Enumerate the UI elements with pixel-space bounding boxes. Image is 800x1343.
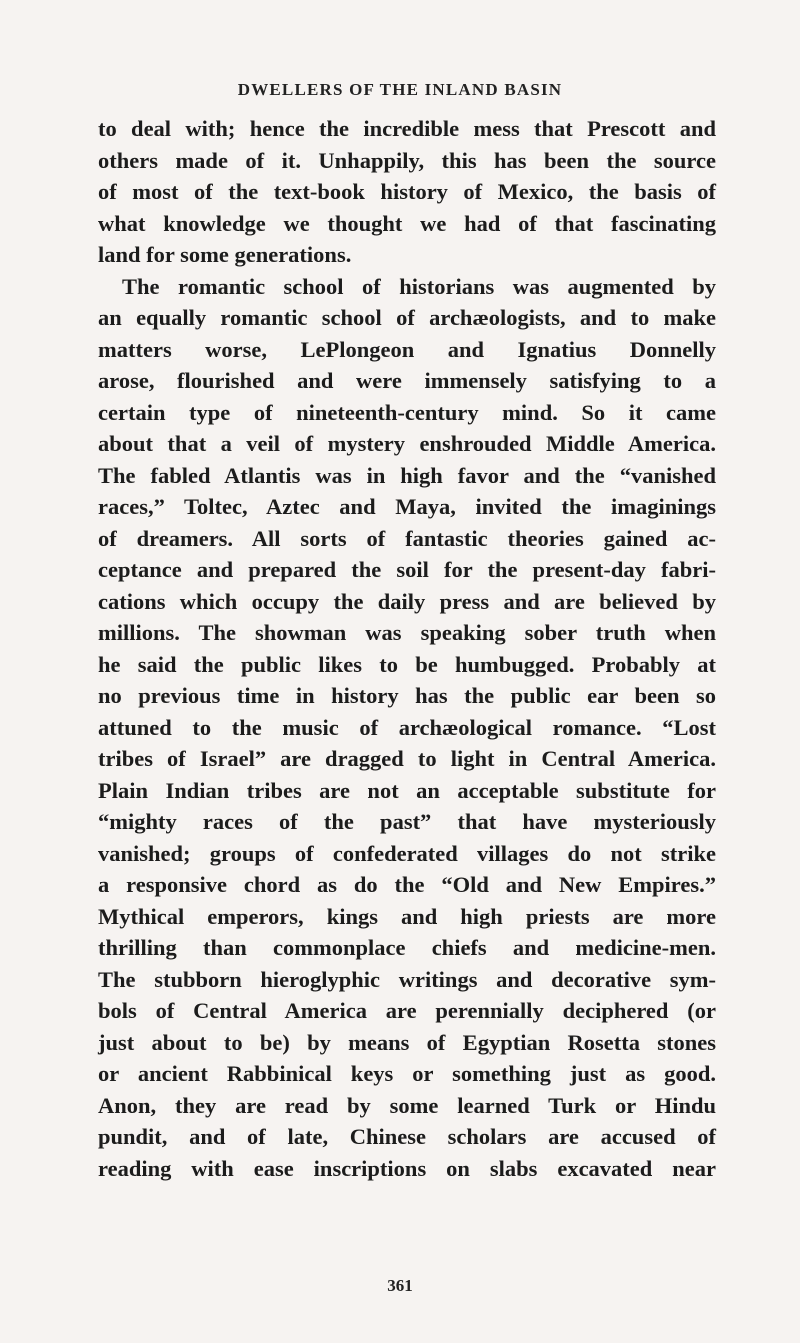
text-line: attuned to the music of archæological romance. “Lost [98,714,716,740]
text-line: others made of it. Unhappily, this has been the source [98,147,716,173]
text-line: of most of the text-book history of Mexico, the basis of [98,179,716,204]
text-line: matters worse, LePlongeon and Ignatius Donnelly [98,336,716,362]
text-line: of dreamers. All sorts of fantastic theories gained ac- [98,525,716,551]
text-line: millions. The showman was speaking sober truth when [98,620,716,645]
text-line: what knowledge we thought we had of that fascinating [98,210,716,236]
text-line: The stubborn hieroglyphic writings and decorative sym- [98,966,716,992]
text-line: arose, flourished and were immensely satisfying to a [98,368,716,393]
body-text [98,113,716,1184]
text-line: certain type of nineteenth-century mind. So it came [98,399,716,425]
page-number: 361 [387,1276,413,1295]
text-line: pundit, and of late, Chinese scholars are accused of [98,1124,716,1149]
text-line: vanished; groups of confederated villages do not strike [98,840,716,866]
text-line: no previous time in history has the public ear been so [98,683,716,708]
text-line: bols of Central America are perennially deciphered (or [98,998,716,1023]
text-line: Anon, they are read by some learned Turk or Hindu [98,1092,716,1118]
text-line: “mighty races of the past” that have mysteriously [98,809,716,834]
text-line: a responsive chord as do the “Old and New Empires.” [98,872,716,897]
text-line: tribes of Israel” are dragged to light in Central America. [98,746,716,771]
text-line: to deal with; hence the incredible mess that Prescott and [98,116,716,141]
text-line: an equally romantic school of archæologists, and to make [98,305,716,330]
text-line: Plain Indian tribes are not an acceptable substitute for [98,777,716,803]
text-line: Mythical emperors, kings and high priests are more [98,903,716,929]
text-line: The romantic school of historians was augmented by [122,273,716,299]
text-line: just about to be) by means of Egyptian Rosetta stones [98,1029,716,1055]
text-line: or ancient Rabbinical keys or something just as good. [98,1061,716,1086]
text-line: he said the public likes to be humbugged. Probably at [98,651,716,677]
text-line: reading with ease inscriptions on slabs excavated near [98,1155,716,1181]
text-line: about that a veil of mystery enshrouded Middle America. [98,431,716,456]
text-line: land for some generations. [98,242,352,267]
text-line: ceptance and prepared the soil for the present-day fabri- [98,557,716,582]
text-line: cations which occupy the daily press and are believed by [98,588,716,614]
text-line: thrilling than commonplace chiefs and medicine-men. [98,935,716,960]
text-line: races,” Toltec, Aztec and Maya, invited the imaginings [98,494,716,519]
running-head: DWELLERS OF THE INLAND BASIN [237,80,563,99]
text-line: The fabled Atlantis was in high favor and the “vanished [98,462,716,488]
